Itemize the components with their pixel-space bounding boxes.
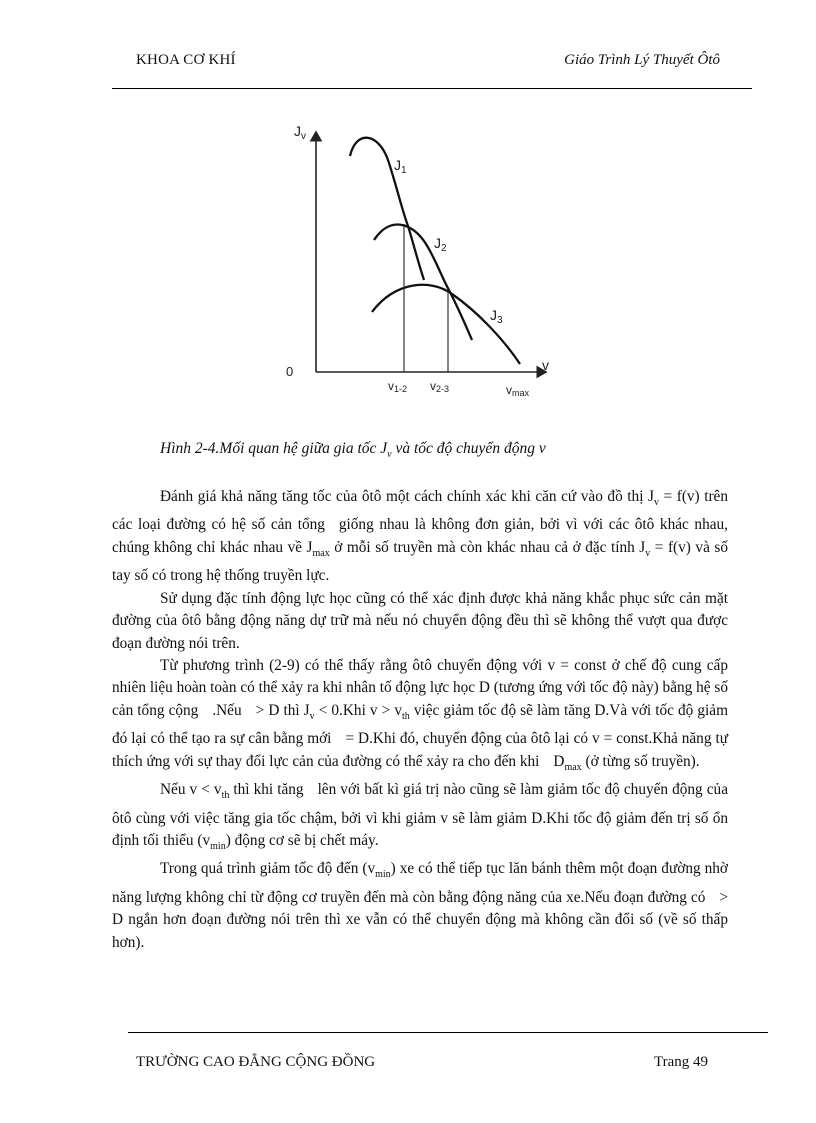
header-right: Giáo Trình Lý Thuyết Ôtô xyxy=(564,52,720,68)
paragraph-4: Nếu $v < v_{th}$ thì khi tăng lên với bất kì giá trị nào cũng sẽ làm giảm tốc độ chuyển động của ôtô cùng với việc tăng gia tốc chậm, bởi vì khi giảm v sẽ làm giảm D.Khi tốc độ giảm đến trị số ổn định tối thiểu $(v_{min})$ động cơ sẽ bị chết máy. xyxy=(112,781,728,852)
paragraph-5: Trong quá trình giảm tốc độ đến $(v_{min})$ xe có thể tiếp tục lăn bánh thêm một đoạn đường nhờ năng lượng không chỉ từ động cơ truyền đến mà còn bằng động năng của xe.Nếu đoạn đường có > D ngắn hơn đoạn đường nói trên thì xe vẫn có thể chuyển động mà không cần đổi số (về số thấp hơn). xyxy=(112,860,728,951)
figure-jv-v-graph xyxy=(280,112,560,402)
paragraph-2: Sử dụng đặc tính động lực học cũng có thể xác định được khả năng khắc phục sức cản mặt đường của ôtô bằng động năng dự trữ mà nếu nó chuyển động đều thì sẽ không thể vượt qua được đoạn đường nói trên. xyxy=(112,589,728,652)
curve-j3-label: $J_3$ xyxy=(490,307,503,326)
figure-caption: Hình 2-4.Mối quan hệ giữa gia tốc $J_v$ và tốc độ chuyển động v xyxy=(160,440,546,461)
body-text xyxy=(112,486,728,954)
page-number: Trang 49 xyxy=(653,1054,708,1070)
header-rule xyxy=(112,88,752,89)
paragraph-3: Từ phương trình (2-9) có thể thấy rằng ôtô chuyển động với v = const ở chế độ cung cấp nhiên liệu hoàn toàn có thể xảy ra khi nhân tố động lực học D (tương ứng với tốc độ này) bằng hệ số cản tổng cộng .Nếu > D thì $J_v < 0.Khi$ $v > v_{th}$ việc giảm tốc độ sẽ làm tăng D.Và với tốc độ giảm đó lại có thể tạo ra sự cân bằng mới = D.Khi đó, chuyển động của ôtô lại có v = const.Khả năng tự thích ứng với sự thay đổi lực cản của đường có thể xảy ra cho đến khi $D_{max}$ (ở từng số truyền). xyxy=(112,656,728,773)
header-left: KHOA CƠ KHÍ xyxy=(136,52,236,68)
paragraph-1: Đánh giá khả năng tăng tốc của ôtô một cách chính xác khi căn cứ vào đồ thị $J_v = f(v)$ trên các loại đường có hệ số cản tổng giống nhau là không đơn giản, bởi vì với các ôtô khác nhau, chúng không chỉ khác nhau về $J_{max}$ ở mỗi số truyền mà còn khác nhau cả ở đặc tính $J_v = f(v)$ và số tay số có trong hệ thống truyền lực. xyxy=(112,488,728,585)
tick-vmax-label: vmax xyxy=(506,383,530,398)
y-axis-label: $J_v$ xyxy=(294,123,306,142)
tick-v23-label: v2-3 xyxy=(430,379,450,394)
curve-j2-label: $J_2$ xyxy=(434,235,447,254)
footer-left: TRƯỜNG CAO ĐẲNG CỘNG ĐỒNG xyxy=(136,1054,376,1070)
graph-svg xyxy=(280,112,560,402)
curve-j2 xyxy=(374,225,472,340)
origin-label: 0 xyxy=(286,364,294,379)
curve-j1 xyxy=(350,138,424,280)
x-axis-label: v xyxy=(542,357,549,373)
curve-j1-label: $J_1$ xyxy=(394,157,407,176)
tick-v12-label: v1-2 xyxy=(388,379,408,394)
footer-rule xyxy=(128,1032,768,1033)
